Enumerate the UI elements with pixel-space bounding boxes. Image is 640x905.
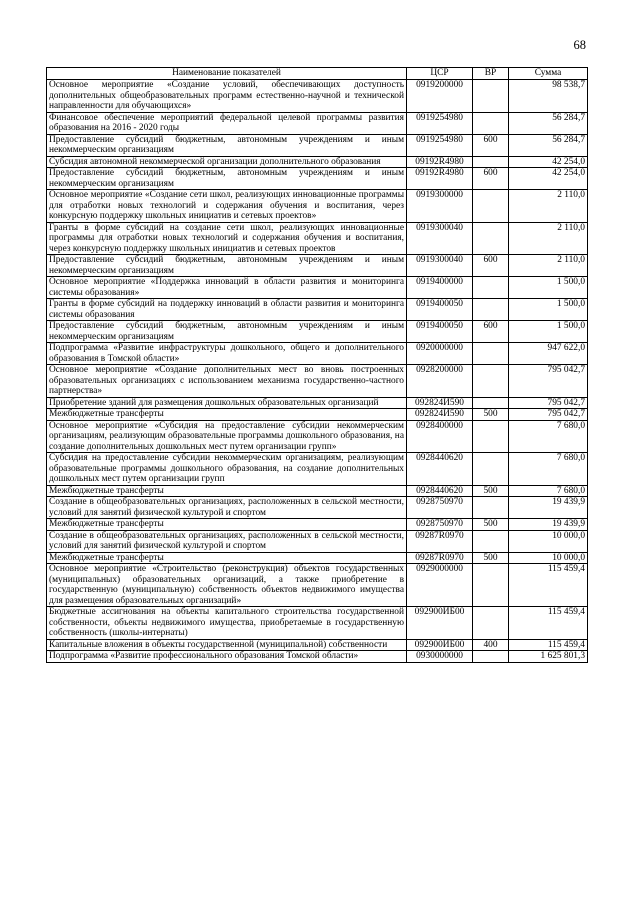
cell-name: Межбюджетные трансферты (47, 552, 407, 564)
cell-name: Основное мероприятие «Субсидия на предоставление субсидии некоммерческим организациям, реализующим образовательные программы дошкольного образования, на создание дополнительных дошкольных мест путем организации групп» (47, 420, 407, 453)
cell-vr: 500 (473, 552, 509, 564)
cell-csr: 09192R4980 (407, 168, 473, 190)
cell-sum: 1 500,0 (509, 321, 588, 343)
cell-name: Межбюджетные трансферты (47, 485, 407, 497)
cell-vr (473, 112, 509, 134)
table-row (47, 420, 588, 453)
cell-vr: 400 (473, 639, 509, 651)
cell-csr: 0919254980 (407, 112, 473, 134)
table-row (47, 80, 588, 113)
table-row (47, 564, 588, 607)
cell-csr: 0928750970 (407, 497, 473, 519)
cell-csr: 0920000000 (407, 343, 473, 365)
cell-sum: 10 000,0 (509, 530, 588, 552)
table-row (47, 255, 588, 277)
table-row (47, 365, 588, 398)
cell-csr: 0919254980 (407, 134, 473, 156)
cell-sum: 56 284,7 (509, 112, 588, 134)
table-row (47, 343, 588, 365)
cell-name: Основное мероприятие «Поддержка инноваций в области развития и мониторинга системы образования» (47, 277, 407, 299)
cell-name: Межбюджетные трансферты (47, 519, 407, 531)
cell-csr: 0919400050 (407, 321, 473, 343)
cell-csr: 092900ИБ00 (407, 639, 473, 651)
table-row (47, 552, 588, 564)
cell-csr: 0919300000 (407, 190, 473, 223)
cell-name: Субсидия автономной некоммерческой организации дополнительного образования (47, 156, 407, 168)
cell-csr: 0928750970 (407, 519, 473, 531)
cell-csr: 0928400000 (407, 420, 473, 453)
cell-name: Бюджетные ассигнования на объекты капитального строительства государственной собственности, объекты недвижимого имущества, приобретаемые в государственную собственность (школы-интернаты) (47, 607, 407, 640)
cell-csr: 0919200000 (407, 80, 473, 113)
cell-csr: 0928200000 (407, 365, 473, 398)
table-row (47, 168, 588, 190)
cell-vr (473, 190, 509, 223)
cell-csr: 0919400050 (407, 299, 473, 321)
cell-name: Финансовое обеспечение мероприятий федеральной целевой программы развития образования на 2016 - 2020 годы (47, 112, 407, 134)
cell-sum: 115 459,4 (509, 607, 588, 640)
cell-name: Гранты в форме субсидий на поддержку инноваций в области развития и мониторинга системы образования (47, 299, 407, 321)
table-row (47, 222, 588, 255)
cell-name: Межбюджетные трансферты (47, 409, 407, 421)
cell-csr: 0928440620 (407, 485, 473, 497)
header-vr: ВР (473, 68, 509, 80)
table-header-row (47, 68, 588, 80)
cell-sum: 7 680,0 (509, 420, 588, 453)
cell-sum: 115 459,4 (509, 564, 588, 607)
cell-sum: 7 680,0 (509, 453, 588, 486)
table-row (47, 651, 588, 663)
cell-sum: 98 538,7 (509, 80, 588, 113)
cell-name: Создание в общеобразовательных организациях, расположенных в сельской местности, условий для занятий физической культурой и спортом (47, 530, 407, 552)
table-row (47, 112, 588, 134)
cell-sum: 42 254,0 (509, 156, 588, 168)
cell-vr (473, 343, 509, 365)
cell-vr: 600 (473, 168, 509, 190)
budget-table (46, 67, 588, 663)
cell-sum: 2 110,0 (509, 190, 588, 223)
cell-name: Субсидия на предоставление субсидии некоммерческим организациям, реализующим образовательные программы дошкольного образования, на создание дополнительных дошкольных мест путем организации групп (47, 453, 407, 486)
table-row (47, 453, 588, 486)
cell-vr (473, 453, 509, 486)
table-row (47, 607, 588, 640)
cell-sum: 795 042,7 (509, 409, 588, 421)
table-row (47, 156, 588, 168)
cell-sum: 795 042,7 (509, 397, 588, 409)
cell-sum: 42 254,0 (509, 168, 588, 190)
cell-vr (473, 156, 509, 168)
cell-vr (473, 607, 509, 640)
cell-vr (473, 80, 509, 113)
table-row (47, 321, 588, 343)
cell-sum: 19 439,9 (509, 519, 588, 531)
cell-name: Гранты в форме субсидий на создание сети школ, реализующих инновационные программы для отработки новых технологий и содержания обучения и воспитания, через конкурсную поддержку школьных инициатив и сетевых проектов (47, 222, 407, 255)
table-row (47, 485, 588, 497)
cell-vr: 500 (473, 485, 509, 497)
table-row (47, 497, 588, 519)
cell-sum: 1 500,0 (509, 277, 588, 299)
cell-vr: 500 (473, 519, 509, 531)
cell-name: Основное мероприятие «Создание сети школ, реализующих инновационные программы для отработки новых технологий и содержания обучения и воспитания, через конкурсную поддержку школьных инициатив и сетевых проектов» (47, 190, 407, 223)
cell-csr: 0929000000 (407, 564, 473, 607)
table-row (47, 397, 588, 409)
cell-csr: 0928440620 (407, 453, 473, 486)
cell-name: Приобретение зданий для размещения дошкольных образовательных организаций (47, 397, 407, 409)
cell-vr (473, 564, 509, 607)
cell-vr (473, 651, 509, 663)
cell-csr: 09287R0970 (407, 530, 473, 552)
header-csr: ЦСР (407, 68, 473, 80)
cell-vr (473, 277, 509, 299)
cell-sum: 7 680,0 (509, 485, 588, 497)
cell-vr (473, 299, 509, 321)
cell-sum: 2 110,0 (509, 255, 588, 277)
cell-sum: 795 042,7 (509, 365, 588, 398)
cell-csr: 0919400000 (407, 277, 473, 299)
cell-sum: 56 284,7 (509, 134, 588, 156)
cell-name: Основное мероприятие «Создание условий, обеспечивающих доступность дополнительных общеобразовательных программ естественно-научной и технической направленности для обучающихся» (47, 80, 407, 113)
cell-sum: 19 439,9 (509, 497, 588, 519)
cell-name: Предоставление субсидий бюджетным, автономным учреждениям и иным некоммерческим организациям (47, 321, 407, 343)
cell-csr: 0919300040 (407, 222, 473, 255)
cell-vr: 600 (473, 321, 509, 343)
cell-name: Капитальные вложения в объекты государственной (муниципальной) собственности (47, 639, 407, 651)
cell-vr (473, 420, 509, 453)
header-sum: Сумма (509, 68, 588, 80)
cell-vr: 600 (473, 255, 509, 277)
cell-sum: 2 110,0 (509, 222, 588, 255)
cell-sum: 947 622,0 (509, 343, 588, 365)
cell-sum: 115 459,4 (509, 639, 588, 651)
table-row (47, 530, 588, 552)
cell-vr (473, 530, 509, 552)
cell-csr: 0930000000 (407, 651, 473, 663)
cell-name: Подпрограмма «Развитие профессионального образования Томской области» (47, 651, 407, 663)
cell-name: Основное мероприятие «Строительство (реконструкция) объектов государственных (муниципальных) образовательных организаций, а также приобретение в государственную (муниципальную) собственность объектов недвижимого имущества для размещения образовательных организаций» (47, 564, 407, 607)
table-row (47, 299, 588, 321)
cell-vr (473, 397, 509, 409)
table-row (47, 519, 588, 531)
cell-vr (473, 365, 509, 398)
cell-csr: 092900ИБ00 (407, 607, 473, 640)
header-name: Наименование показателей (47, 68, 407, 80)
cell-name: Предоставление субсидий бюджетным, автономным учреждениям и иным некоммерческим организациям (47, 168, 407, 190)
table-row (47, 639, 588, 651)
table-row (47, 409, 588, 421)
cell-name: Создание в общеобразовательных организациях, расположенных в сельской местности, условий для занятий физической культурой и спортом (47, 497, 407, 519)
cell-csr: 0919300040 (407, 255, 473, 277)
cell-name: Предоставление субсидий бюджетным, автономным учреждениям и иным некоммерческим организациям (47, 255, 407, 277)
cell-sum: 1 500,0 (509, 299, 588, 321)
cell-csr: 09287R0970 (407, 552, 473, 564)
cell-sum: 10 000,0 (509, 552, 588, 564)
table-row (47, 277, 588, 299)
cell-sum: 1 625 801,3 (509, 651, 588, 663)
cell-vr: 500 (473, 409, 509, 421)
cell-vr (473, 497, 509, 519)
cell-vr: 600 (473, 134, 509, 156)
cell-csr: 092824И590 (407, 397, 473, 409)
table-row (47, 190, 588, 223)
table-row (47, 134, 588, 156)
cell-name: Предоставление субсидий бюджетным, автономным учреждениям и иным некоммерческим организациям (47, 134, 407, 156)
cell-csr: 09192R4980 (407, 156, 473, 168)
cell-csr: 092824И590 (407, 409, 473, 421)
cell-name: Подпрограмма «Развитие инфраструктуры дошкольного, общего и дополнительного образования в Томской области» (47, 343, 407, 365)
page-number: 68 (573, 38, 586, 52)
cell-vr (473, 222, 509, 255)
cell-name: Основное мероприятие «Создание дополнительных мест во вновь построенных образовательных организациях с использованием механизма государственно-частного партнерства» (47, 365, 407, 398)
